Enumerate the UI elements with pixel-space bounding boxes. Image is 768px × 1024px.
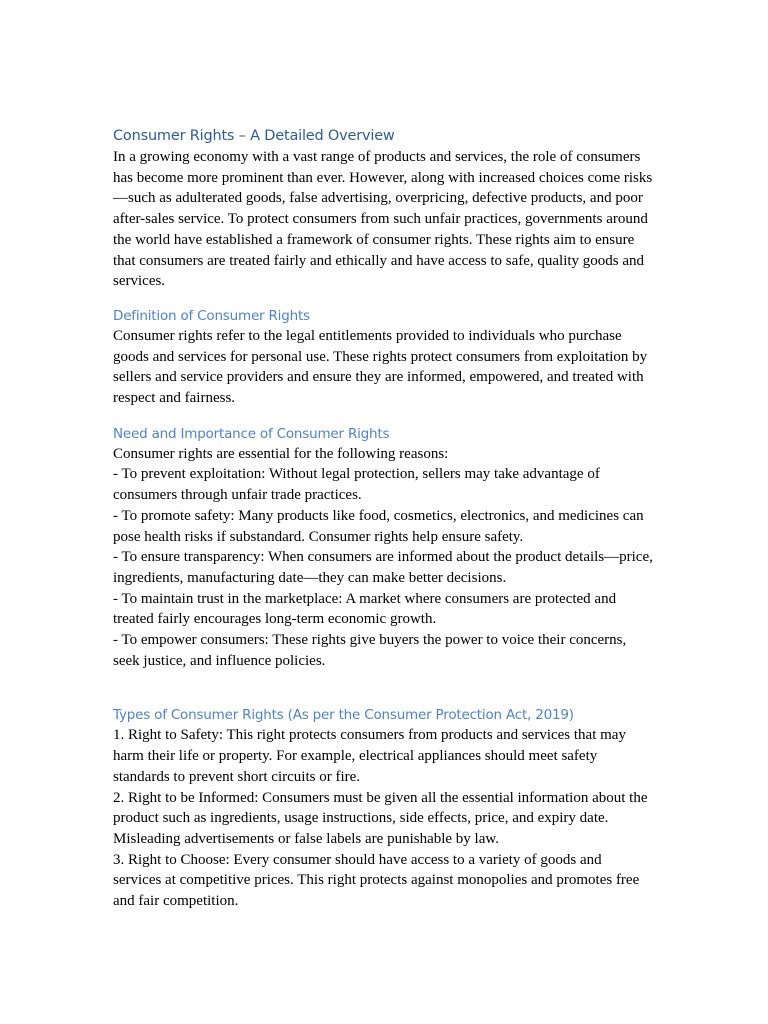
document-title: Consumer Rights – A Detailed Overview xyxy=(113,128,395,144)
list-item: 1. Right to Safety: This right protects consumers from products and services that may harm their life or property. For example, electrical appliances should meet safety standards to prevent short circuits or fire. xyxy=(113,727,626,785)
section-heading: Need and Importance of Consumer Rights xyxy=(113,425,390,442)
list-item: - To empower consumers: These rights give buyers the power to voice their concerns, seek justice, and influence policies. xyxy=(113,632,627,669)
list-item: 3. Right to Choose: Every consumer should have access to a variety of goods and services at competitive prices. This right protects against monopolies and promotes free and fair competition. xyxy=(113,851,640,910)
list-lead: Consumer rights are essential for the following reasons: xyxy=(113,445,449,462)
section-types xyxy=(113,705,653,911)
section-importance xyxy=(113,424,653,672)
section-heading: Types of Consumer Rights (As per the Consumer Protection Act, 2019) xyxy=(113,707,574,724)
section-definition xyxy=(113,306,653,409)
intro-paragraph: In a growing economy with a vast range of products and services, the role of consumers has become more prominent than ever. However, along with increased choices come risks—such as adulterated goods, false advertising, overpricing, defective products, and poor after-sales service. To protect consumers from such unfair practices, governments around the world have established a framework of consumer rights. These rights aim to ensure that consumers are treated fairly and ethically and have access to safe, quality goods and services. xyxy=(113,149,653,290)
section-list xyxy=(113,444,653,672)
document-page xyxy=(113,126,653,912)
list-item: - To promote safety: Many products like food, cosmetics, electronics, and medicines can pose health risks if substandard. Consumer rights help ensure safety. xyxy=(113,507,644,545)
section-list xyxy=(113,725,653,911)
list-item: - To ensure transparency: When consumers are informed about the product details—price, ingredients, manufacturing date—they can make better decisions. xyxy=(113,549,653,586)
list-item: - To prevent exploitation: Without legal protection, sellers may take advantage of consumers through unfair trade practices. xyxy=(113,466,600,504)
list-item: 2. Right to be Informed: Consumers must be given all the essential information about the product such as ingredients, usage instructions, side effects, price, and expiry date. Misleading advertisements or false labels are punishable by law. xyxy=(113,789,648,847)
section-body: Consumer rights refer to the legal entitlements provided to individuals who purchase goods and services for personal use. These rights protect consumers from exploitation by sellers and service providers and ensure they are informed, empowered, and treated with respect and fairness. xyxy=(113,327,648,407)
list-item: - To maintain trust in the marketplace: A market where consumers are protected and treated fairly encourages long-term economic growth. xyxy=(113,590,617,628)
section-heading: Definition of Consumer Rights xyxy=(113,307,310,324)
